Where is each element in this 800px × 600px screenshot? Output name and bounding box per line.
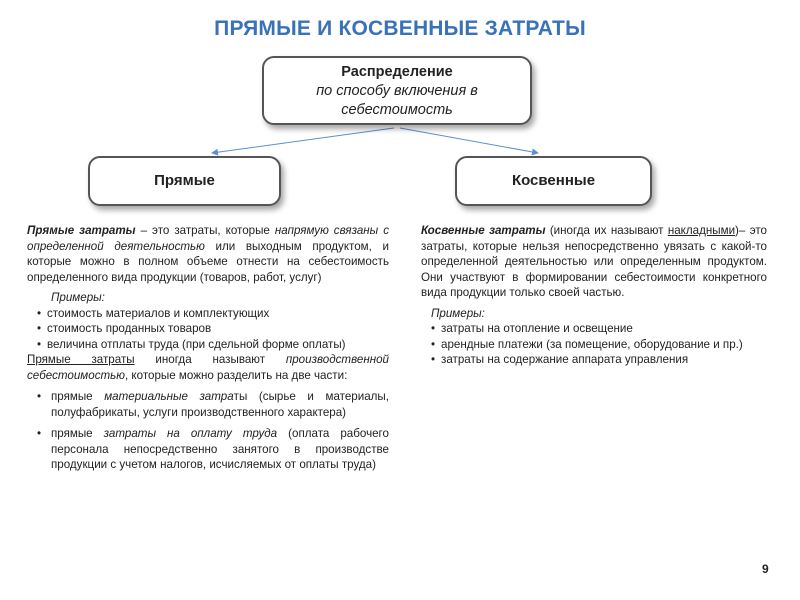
- list-item: • величина отплаты труда (при сдельной форме оплаты): [37, 337, 389, 353]
- direct-costs-box: Прямые: [88, 156, 281, 206]
- indirect-examples: [421, 306, 767, 368]
- indirect-definition: Косвенные затраты (иногда их называют накладными)– это затраты, которые нельзя непосредственно увязать с какой-то определенной деятельностью или определенным продуктом. Они участвуют в формировании себестоимости конкретного вида продукции только своей частью.: [421, 224, 767, 299]
- production-cost-paragraph: Прямые затраты иногда называют производственной себестоимостью, которые можно разделить на две части:: [27, 353, 389, 382]
- direct-examples: [27, 290, 389, 352]
- list-item: • прямые материальные затраты (сырье и материалы, полуфабрикаты, услуги производственного характера): [37, 389, 389, 420]
- list-item: • прямые затраты на оплату труда (оплата рабочего персонала непосредственно занятого в производстве продукции с учетом налогов, исчисляемых от оплаты труда): [37, 426, 389, 473]
- direct-definition: Прямые затраты – это затраты, которые напрямую связаны с определенной деятельностью или выходным продуктом, и которые можно в полном объеме отнести на себестоимость определенного вида продукции (товаров, работ, услуг): [27, 224, 390, 284]
- list-item: • стоимость материалов и комплектующих: [37, 306, 389, 322]
- indirect-costs-box: Косвенные: [455, 156, 652, 206]
- list-item: • арендные платежи (за помещение, оборудование и пр.): [431, 337, 767, 353]
- indirect-term: Косвенные затраты: [421, 224, 546, 237]
- distribution-subtitle-2: себестоимость: [341, 102, 453, 118]
- indirect-examples-list: [431, 321, 767, 368]
- distribution-subtitle-1: по способу включения в: [316, 83, 478, 99]
- direct-term: Прямые затраты: [27, 224, 136, 237]
- page-title: ПРЯМЫЕ И КОСВЕННЫЕ ЗАТРАТЫ: [214, 17, 586, 40]
- distribution-title: Распределение: [341, 64, 453, 80]
- distribution-box: [262, 56, 532, 125]
- direct-costs-column: [27, 223, 389, 473]
- arrow-to-direct: [212, 128, 394, 153]
- direct-examples-list: [37, 306, 389, 353]
- arrow-to-indirect: [400, 128, 538, 153]
- direct-parts-list: [27, 389, 389, 473]
- direct-examples-label: Примеры:: [51, 291, 105, 304]
- indirect-examples-label: Примеры:: [431, 306, 485, 320]
- indirect-costs-column: [421, 223, 767, 368]
- list-item: • затраты на содержание аппарата управления: [431, 352, 767, 368]
- list-item: • затраты на отопление и освещение: [431, 321, 767, 337]
- page-number: 9: [762, 562, 769, 576]
- list-item: • стоимость проданных товаров: [37, 321, 389, 337]
